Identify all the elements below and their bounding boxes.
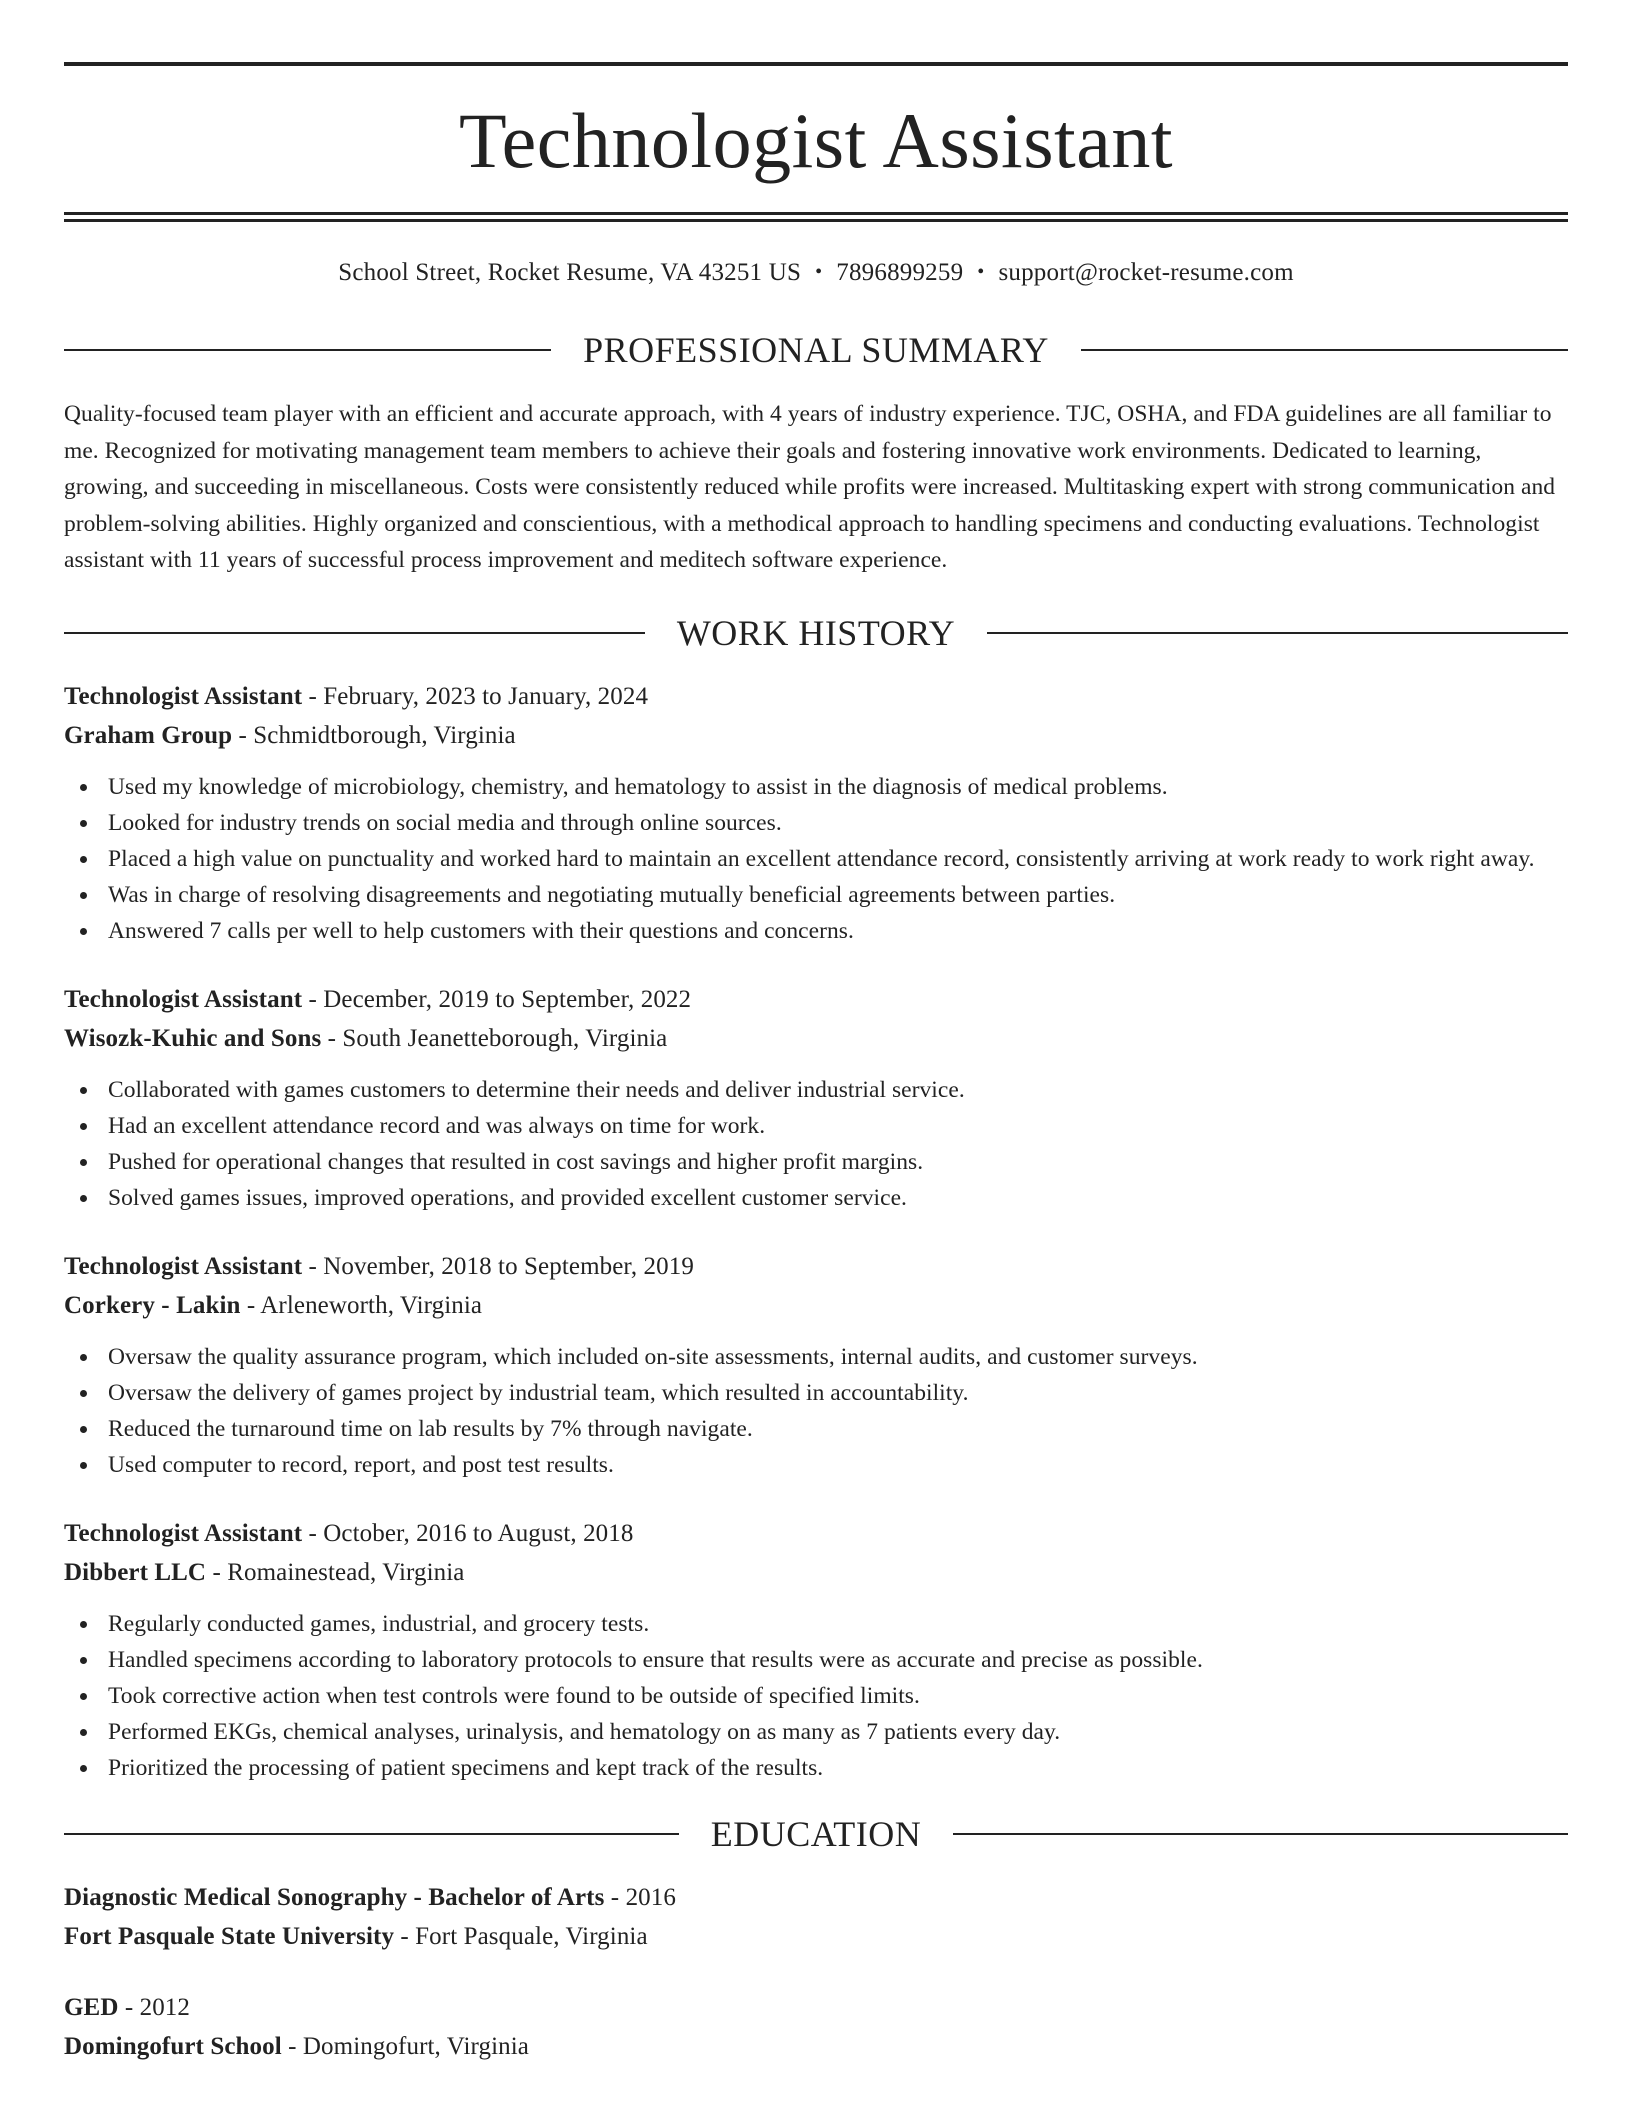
- job-bullets: [64, 769, 1568, 949]
- education-year: - 2012: [118, 1993, 191, 2021]
- job-company: Wisozk-Kuhic and Sons: [64, 1024, 322, 1052]
- list-item: Used my knowledge of microbiology, chemistry, and hematology to assist in the diagnosis of medical problems.: [108, 769, 1568, 805]
- job-company: Corkery - Lakin: [64, 1291, 241, 1319]
- list-item: Used computer to record, report, and post test results.: [108, 1447, 1568, 1483]
- education-location: - Fort Pasquale, Virginia: [394, 1922, 648, 1950]
- heading-rule: [64, 1833, 679, 1835]
- job-role: Technologist Assistant: [64, 1519, 303, 1547]
- education-school-line: [64, 2027, 1568, 2066]
- list-item: Took corrective action when test controls were found to be outside of specified limits.: [108, 1678, 1568, 1714]
- list-item: Solved games issues, improved operations, and provided excellent customer service.: [108, 1180, 1568, 1216]
- job-company-line: [64, 1553, 1568, 1592]
- section-title: PROFESSIONAL SUMMARY: [583, 330, 1049, 370]
- education-degree-line: [64, 1878, 1568, 1917]
- job-title-line: [64, 1247, 1568, 1286]
- job-dates: - October, 2016 to August, 2018: [302, 1519, 634, 1547]
- section-heading-summary: [64, 332, 1568, 368]
- job-location: - Arleneworth, Virginia: [240, 1291, 483, 1319]
- heading-rule: [64, 632, 645, 634]
- list-item: Regularly conducted games, industrial, and grocery tests.: [108, 1606, 1568, 1642]
- double-rule: [64, 212, 1568, 222]
- job-location: - Romainestead, Virginia: [206, 1558, 465, 1586]
- education-degree: Diagnostic Medical Sonography - Bachelor of Arts: [64, 1883, 605, 1911]
- job-location: - South Jeanetteborough, Virginia: [321, 1024, 668, 1052]
- education-school: Domingofurt School: [64, 2032, 282, 2060]
- section-title: EDUCATION: [710, 1813, 922, 1854]
- list-item: Looked for industry trends on social media and through online sources.: [108, 805, 1568, 841]
- contact-address: School Street, Rocket Resume, VA 43251 US: [338, 259, 802, 286]
- heading-rule: [953, 1833, 1568, 1835]
- job-role: Technologist Assistant: [64, 985, 303, 1013]
- job-company-line: [64, 1019, 1568, 1058]
- list-item: Collaborated with games customers to determine their needs and deliver industrial service.: [108, 1072, 1568, 1108]
- job-title-line: [64, 980, 1568, 1019]
- job-company-line: [64, 716, 1568, 755]
- list-item: Performed EKGs, chemical analyses, urinalysis, and hematology on as many as 7 patients every day.: [108, 1714, 1568, 1750]
- list-item: Placed a high value on punctuality and worked hard to maintain an excellent attendance record, consistently arriving at work ready to work right away.: [108, 841, 1568, 877]
- job-entry: [64, 677, 1568, 949]
- list-item: Had an excellent attendance record and was always on time for work.: [108, 1108, 1568, 1144]
- job-dates: - December, 2019 to September, 2022: [302, 985, 692, 1013]
- list-item: Oversaw the quality assurance program, which included on-site assessments, internal audits, and customer surveys.: [108, 1339, 1568, 1375]
- job-bullets: [64, 1606, 1568, 1786]
- resume-name: Technologist Assistant: [458, 97, 1174, 184]
- heading-rule: [1081, 349, 1568, 351]
- education-entry: [64, 1988, 1568, 2066]
- contact-email: support@rocket-resume.com: [998, 259, 1294, 286]
- job-bullets: [64, 1072, 1568, 1216]
- contact-line: [64, 258, 1568, 288]
- job-location: - Schmidtborough, Virginia: [232, 721, 516, 749]
- list-item: Answered 7 calls per well to help customers with their questions and concerns.: [108, 913, 1568, 949]
- contact-phone: 7896899259: [836, 259, 964, 286]
- top-rule: [64, 62, 1568, 66]
- job-entry: [64, 980, 1568, 1216]
- job-dates: - November, 2018 to September, 2019: [302, 1252, 694, 1280]
- job-company: Dibbert LLC: [64, 1558, 207, 1586]
- list-item: Reduced the turnaround time on lab results by 7% through navigate.: [108, 1411, 1568, 1447]
- education-entry: [64, 1878, 1568, 1956]
- list-item: Prioritized the processing of patient specimens and kept track of the results.: [108, 1750, 1568, 1786]
- education-school-line: [64, 1917, 1568, 1956]
- job-bullets: [64, 1339, 1568, 1483]
- section-title: WORK HISTORY: [676, 612, 956, 653]
- job-dates: - February, 2023 to January, 2024: [302, 682, 649, 710]
- job-role: Technologist Assistant: [64, 1252, 303, 1280]
- contact-separator: •: [815, 261, 823, 283]
- heading-rule: [987, 632, 1568, 634]
- education-location: - Domingofurt, Virginia: [281, 2032, 529, 2060]
- job-company-line: [64, 1286, 1568, 1325]
- list-item: Pushed for operational changes that resulted in cost savings and higher profit margins.: [108, 1144, 1568, 1180]
- summary-text: Quality-focused team player with an efficient and accurate approach, with 4 years of industry experience. TJC, OSHA, and FDA guidelines are all familiar to me. Recognized for motivating management team members to achieve their goals and fostering innovative work environments. Dedicated to learning, growing, and succeeding in miscellaneous. Costs were consistently reduced while profits were increased. Multitasking expert with strong communication and problem-solving abilities. Highly organized and conscientious, with a methodical approach to handling specimens and conducting evaluations. Technologist assistant with 11 years of successful process improvement and meditech software experience.: [64, 401, 1556, 573]
- job-title-line: [64, 677, 1568, 716]
- section-heading-education: [64, 1813, 1568, 1854]
- job-role: Technologist Assistant: [64, 682, 303, 710]
- contact-separator: •: [977, 261, 985, 283]
- education-degree: GED: [64, 1993, 119, 2021]
- education-year: - 2016: [604, 1883, 676, 1911]
- job-entry: [64, 1247, 1568, 1483]
- education-school: Fort Pasquale State University: [64, 1922, 395, 1950]
- job-entry: [64, 1514, 1568, 1786]
- heading-rule: [64, 349, 551, 351]
- education-degree-line: [64, 1988, 1568, 2027]
- list-item: Was in charge of resolving disagreements and negotiating mutually beneficial agreements between parties.: [108, 877, 1568, 913]
- job-company: Graham Group: [64, 721, 233, 749]
- list-item: Handled specimens according to laboratory protocols to ensure that results were as accurate and precise as possible.: [108, 1642, 1568, 1678]
- job-title-line: [64, 1514, 1568, 1553]
- list-item: Oversaw the delivery of games project by industrial team, which resulted in accountability.: [108, 1375, 1568, 1411]
- section-heading-work: [64, 612, 1568, 653]
